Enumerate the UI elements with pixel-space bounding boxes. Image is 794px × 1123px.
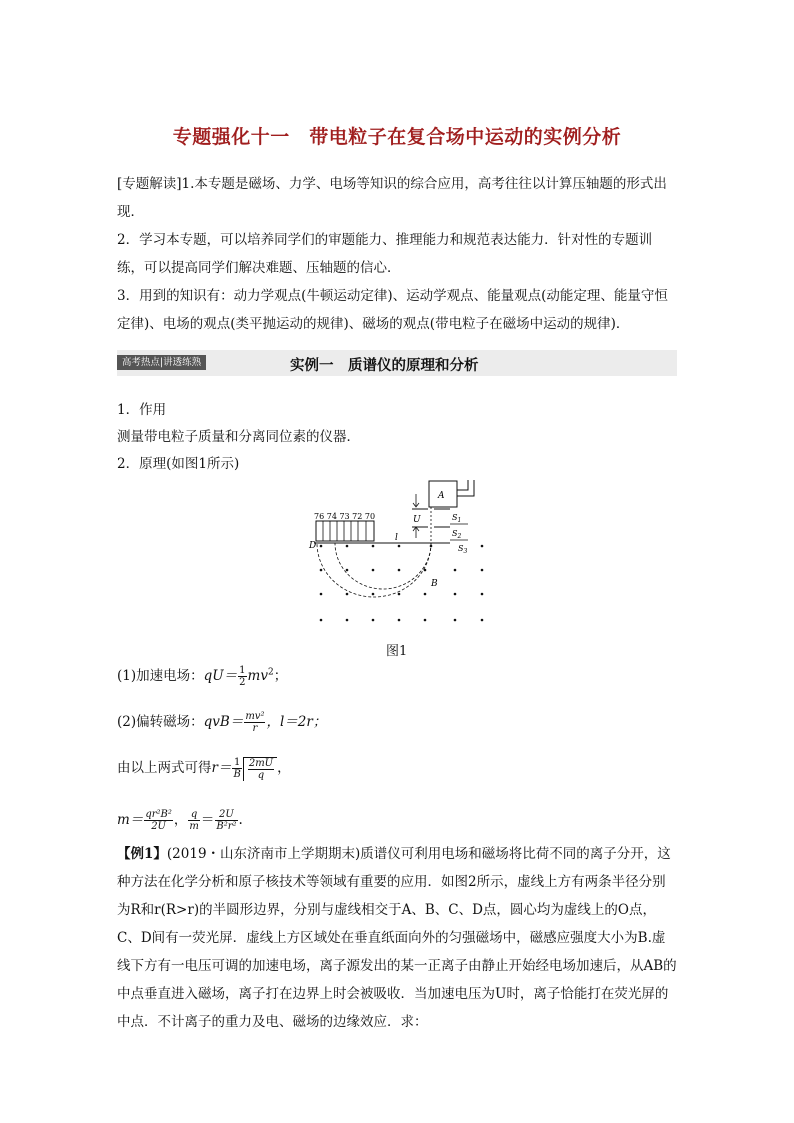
formula-1-rhs: mv xyxy=(247,668,268,684)
formula-4-num2: q xyxy=(188,809,199,821)
formula-1-lhs: qU＝ xyxy=(203,668,238,684)
formula-4-lhs: m＝ xyxy=(117,812,144,828)
formula-2-lhs: qvB＝ xyxy=(203,714,244,730)
intro-text-1: 1.本专题是磁场、力学、电场等知识的综合应用，高考往往以计算压轴题的形式出现． xyxy=(117,176,667,220)
formula-1-end: ； xyxy=(273,668,288,684)
example-text: (2019・山东济南市上学期期末)质谱仪可利用电场和磁场将比荷不同的离子分开，这种方法在化学分析和原子核技术等领域有重要的应用．如图2所示，虚线上方有两条半径分别为R和r(R>r)的半圆形边界，分别与虚线相交于A、B、C、D点，圆心均为虚线上的O点，C、D间有一荧光屏．虚线上方区域处在垂直纸面向外的匀强磁场中，磁感应强度大小为B.虚线下方有一电压可调的加速电场，离子源发出的某一正离子由静止开始经电场加速后，从AB的中点垂直进入磁场，离子打在边界上时会被吸收．当加速电压为U时，离子恰能打在荧光屏的中点．不计离子的重力及电、磁场的边缘效应．求： xyxy=(117,846,677,1030)
formula-2-fraction xyxy=(244,711,265,734)
formula-4-fraction-3 xyxy=(215,809,237,832)
formula-4 xyxy=(117,808,243,832)
formula-3-end: ， xyxy=(277,760,291,776)
section-tag: 高考热点|讲透练熟 xyxy=(117,355,206,370)
scale-ticks xyxy=(323,521,366,541)
formula-1-sup: 2 xyxy=(267,667,274,678)
label-l: l xyxy=(395,533,398,543)
item1-heading: 1．作用 xyxy=(117,402,167,418)
formula-4-end: . xyxy=(238,812,243,828)
figure-caption: 图1 xyxy=(386,644,408,659)
formula-3-sqrt-den: q xyxy=(257,769,265,781)
formula-4-den2: m xyxy=(189,821,199,832)
trajectory-inner xyxy=(335,543,431,589)
formula-4-num3: 2U xyxy=(215,809,237,821)
label-A: A xyxy=(438,491,445,501)
scale-box xyxy=(316,521,374,541)
formula-4-den3: B²r² xyxy=(216,821,237,832)
formula-3-fraction xyxy=(232,757,241,780)
label-D: D xyxy=(309,541,317,551)
formula-2-prefix: (2)偏转磁场： xyxy=(117,714,204,730)
formula-3-sqrt-fraction xyxy=(248,758,274,781)
page-title: 专题强化十一 带电粒子在复合场中运动的实例分析 xyxy=(172,126,622,148)
label-S1: $S_1$ xyxy=(452,513,462,524)
formula-1-fraction xyxy=(238,665,246,688)
formula-4-eq: ＝ xyxy=(200,812,215,828)
formula-3 xyxy=(117,756,291,781)
example-1 xyxy=(117,840,677,1036)
label-S3: $S_3$ xyxy=(458,544,468,555)
item1-text: 测量带电粒子质量和分离同位素的仪器． xyxy=(117,429,360,445)
formula-3-num: 1 xyxy=(233,757,241,768)
formula-1-num: 1 xyxy=(239,665,246,676)
formula-4-num: qr²B² xyxy=(145,809,172,820)
label-B: B xyxy=(431,579,438,589)
label-S2: $S_2$ xyxy=(452,529,462,540)
inlet-tube xyxy=(457,480,474,496)
formula-2 xyxy=(117,710,326,734)
label-U: U xyxy=(413,515,421,525)
formula-3-sqrt xyxy=(243,757,277,781)
intro-paragraph-2: 2．学习本专题，可以培养同学们的审题能力、推理能力和规范表达能力．针对性的专题训练，可以提高同学们解决难题、压轴题的信心． xyxy=(117,232,653,276)
formula-3-lhs: r＝ xyxy=(211,760,232,776)
intro-label: [专题解读] xyxy=(117,176,182,192)
magnetic-field-dots xyxy=(320,545,484,622)
formula-3-prefix: 由以上两式可得 xyxy=(117,760,212,776)
formula-3-sqrt-num: 2mU xyxy=(248,757,274,769)
formula-1-den: 2 xyxy=(239,677,246,688)
example-label: 【例1】 xyxy=(117,846,167,862)
formula-4-fraction-1 xyxy=(144,809,173,832)
section-title: 实例一 质谱仪的原理和分析 xyxy=(290,358,479,374)
intro-paragraph-1 xyxy=(117,170,677,226)
item2-heading: 2．原理(如图1所示) xyxy=(117,456,240,472)
formula-4-mid: ， xyxy=(173,812,188,828)
intro-paragraph-3: 3．用到的知识有：动力学观点(牛顿运动定律)、运动学观点、能量观点(动能定理、能量守恒定律)、电场的观点(类平抛运动的规律)、磁场的观点(带电粒子在磁场中运动的规律)． xyxy=(117,288,668,332)
formula-4-fraction-2 xyxy=(188,809,199,832)
formula-2-den: r xyxy=(252,723,258,734)
formula-2-num: mv² xyxy=(245,711,265,722)
formula-2-rest: ，l＝2r； xyxy=(266,714,327,730)
mass-spectrometer-figure xyxy=(300,476,500,630)
formula-4-den: 2U xyxy=(151,821,166,832)
scale-labels: 76 74 73 72 70 xyxy=(314,512,376,521)
formula-1 xyxy=(117,664,287,688)
formula-3-den: B xyxy=(233,769,241,780)
formula-1-prefix: (1)加速电场： xyxy=(117,668,204,684)
